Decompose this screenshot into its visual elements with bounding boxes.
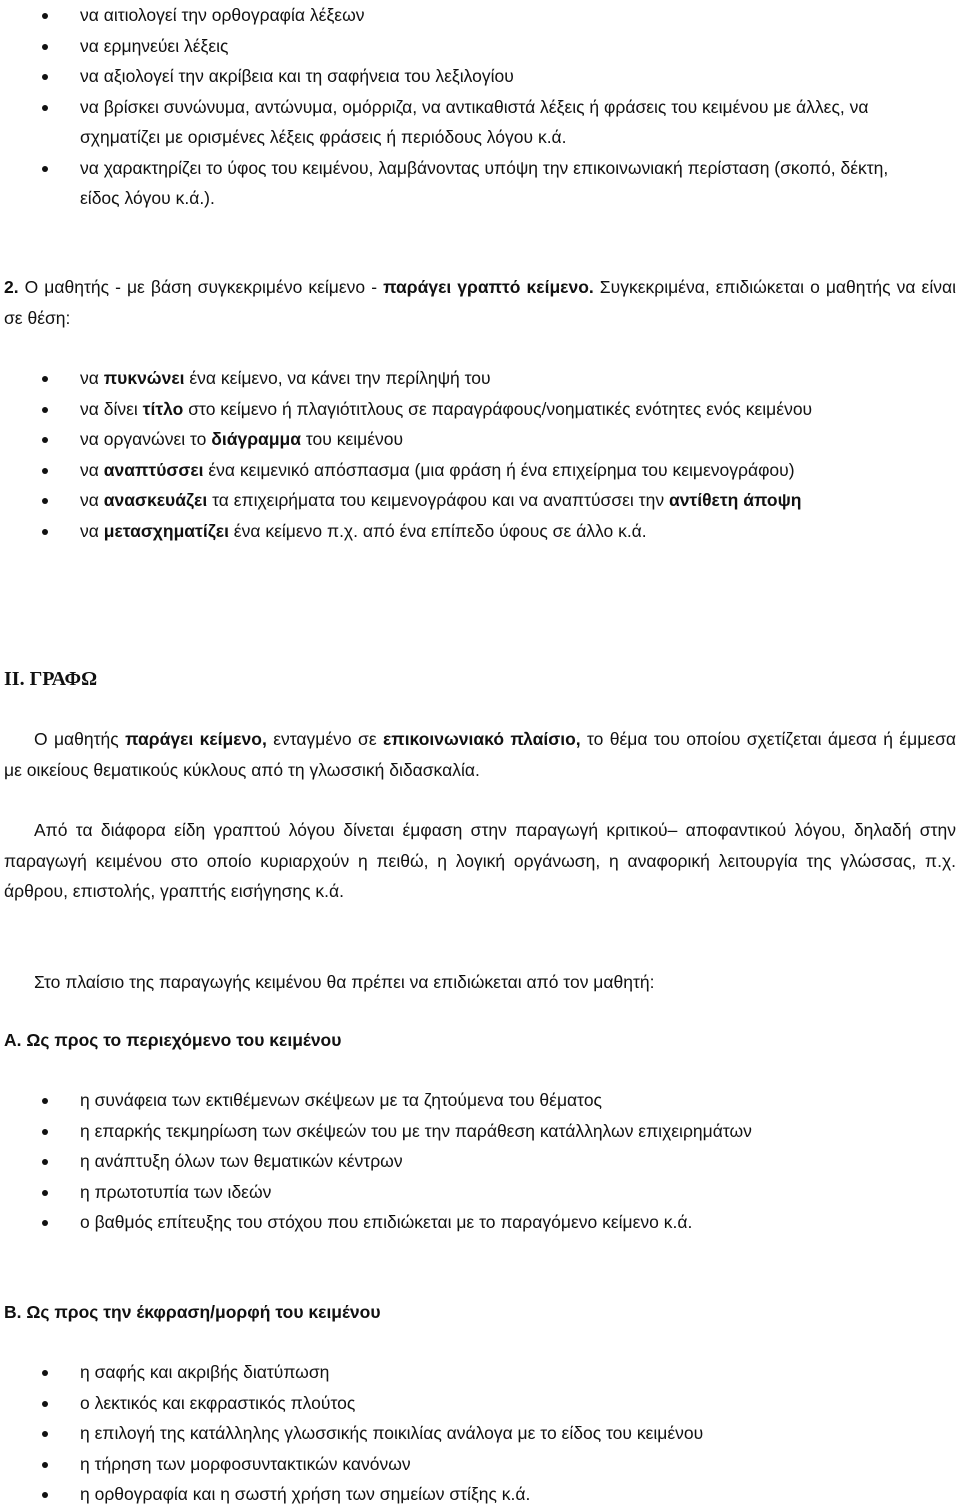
bullet-icon bbox=[42, 407, 48, 413]
bullet-icon bbox=[42, 105, 48, 111]
bullet-list-writing-skills bbox=[0, 363, 960, 546]
list-item: να αιτιολογεί την ορθογραφία λέξεων bbox=[0, 0, 956, 31]
list-item: να βρίσκει συνώνυμα, αντώνυμα, ομόρριζα, να αντικαθιστά λέξεις ή φράσεις του κειμένου με άλλες, να σχηματίζει με ορισμένες λέξεις φράσεις ή περιόδους λόγου κ.ά. bbox=[0, 92, 956, 153]
paragraph-writing-types: Από τα διάφορα είδη γραπτού λόγου δίνεται έμφαση στην παραγωγή κριτικού– αποφαντικού λόγου, δηλαδή στην παραγωγή κειμένου στο οποίο κυριαρχούν η πειθώ, η λογική οργάνωση, η αναφορική λειτουργία της γλώσσας, π.χ. άρθρου, επιστολής, γραπτής εισήγησης κ.ά. bbox=[4, 820, 956, 901]
list-item: να ερμηνεύει λέξεις bbox=[0, 31, 956, 62]
bullet-icon bbox=[42, 166, 48, 172]
list-item: η συνάφεια των εκτιθέμενων σκέψεων με τα ζητούμενα του θέματος bbox=[0, 1085, 880, 1116]
bullet-icon bbox=[42, 1129, 48, 1135]
bullet-icon bbox=[42, 1190, 48, 1196]
list-item: η ορθογραφία και η σωστή χρήση των σημείων στίξης κ.ά. bbox=[0, 1479, 900, 1510]
bullet-icon bbox=[42, 1098, 48, 1104]
bullet-list-content bbox=[0, 1085, 880, 1238]
bullet-icon bbox=[42, 1431, 48, 1437]
list-item: η τήρηση των μορφοσυντακτικών κανόνων bbox=[0, 1449, 900, 1480]
list-item: ο βαθμός επίτευξης του στόχου που επιδιώκεται με το παραγόμενο κείμενο κ.ά. bbox=[0, 1207, 880, 1238]
list-item: να μετασχηματίζει ένα κείμενο π.χ. από ένα επίπεδο ύφους σε άλλο κ.ά. bbox=[0, 516, 960, 547]
bullet-icon bbox=[42, 1401, 48, 1407]
bullet-icon bbox=[42, 1462, 48, 1468]
bullet-list-expression bbox=[0, 1357, 900, 1510]
heading-expression: Β. Ως προς την έκφραση/μορφή του κειμένου bbox=[4, 1302, 381, 1322]
bullet-icon bbox=[42, 44, 48, 50]
list-item: η πρωτοτυπία των ιδεών bbox=[0, 1177, 880, 1208]
bullet-icon bbox=[42, 376, 48, 382]
bullet-icon bbox=[42, 1370, 48, 1376]
list-item: η επαρκής τεκμηρίωση των σκέψεών του με την παράθεση κατάλληλων επιχειρημάτων bbox=[0, 1116, 880, 1147]
list-item: ο λεκτικός και εκφραστικός πλούτος bbox=[0, 1388, 900, 1419]
paragraph-writing-goals: Στο πλαίσιο της παραγωγής κειμένου θα πρέπει να επιδιώκεται από τον μαθητή: bbox=[34, 972, 655, 992]
emphasis: παράγει γραπτό κείμενο. bbox=[383, 277, 594, 297]
bullet-icon bbox=[42, 498, 48, 504]
list-item: να δίνει τίτλο στο κείμενο ή πλαγιότιτλους σε παραγράφους/νοηματικές ενότητες ενός κειμένου bbox=[0, 394, 960, 425]
list-item: να χαρακτηρίζει το ύφος του κειμένου, λαμβάνοντας υπόψη την επικοινωνιακή περίσταση (σκοπό, δέκτη, είδος λόγου κ.ά.). bbox=[0, 153, 956, 214]
heading-content: Α. Ως προς το περιεχόμενο του κειμένου bbox=[4, 1030, 342, 1050]
bullet-list-vocabulary bbox=[0, 0, 956, 214]
list-item: η ανάπτυξη όλων των θεματικών κέντρων bbox=[0, 1146, 880, 1177]
list-item: να αναπτύσσει ένα κειμενικό απόσπασμα (μια φράση ή ένα επιχείρημα του κειμενογράφου) bbox=[0, 455, 960, 486]
bullet-icon bbox=[42, 1159, 48, 1165]
list-item: να οργανώνει το διάγραμμα του κειμένου bbox=[0, 424, 960, 455]
bullet-icon bbox=[42, 529, 48, 535]
bullet-icon bbox=[42, 1220, 48, 1226]
list-item: να αξιολογεί την ακρίβεια και τη σαφήνεια του λεξιλογίου bbox=[0, 61, 956, 92]
list-item: η επιλογή της κατάλληλης γλωσσικής ποικιλίας ανάλογα με το είδος του κειμένου bbox=[0, 1418, 900, 1449]
bullet-icon bbox=[42, 13, 48, 19]
list-item: να ανασκευάζει τα επιχειρήματα του κειμενογράφου και να αναπτύσσει την αντίθετη άποψη bbox=[0, 485, 960, 516]
bullet-icon bbox=[42, 1492, 48, 1498]
bullet-icon bbox=[42, 74, 48, 80]
section-title: ΙΙ. ΓΡΑΦΩ bbox=[4, 668, 98, 690]
section-2-intro: 2. Ο μαθητής - με βάση συγκεκριμένο κείμενο - παράγει γραπτό κείμενο. Συγκεκριμένα, επιδιώκεται ο μαθητής να είναι σε θέση: bbox=[4, 277, 956, 328]
list-item: η σαφής και ακριβής διατύπωση bbox=[0, 1357, 900, 1388]
bullet-icon bbox=[42, 437, 48, 443]
section-number: 2. bbox=[4, 277, 19, 297]
list-item: να πυκνώνει ένα κείμενο, να κάνει την περίληψή του bbox=[0, 363, 960, 394]
paragraph-writing-intro: Ο μαθητής παράγει κείμενο, ενταγμένο σε επικοινωνιακό πλαίσιο, το θέμα του οποίου σχετίζεται άμεσα ή έμμεσα με οικείους θεματικούς κύκλους από τη γλωσσική διδασκαλία. bbox=[4, 729, 956, 780]
bullet-icon bbox=[42, 468, 48, 474]
